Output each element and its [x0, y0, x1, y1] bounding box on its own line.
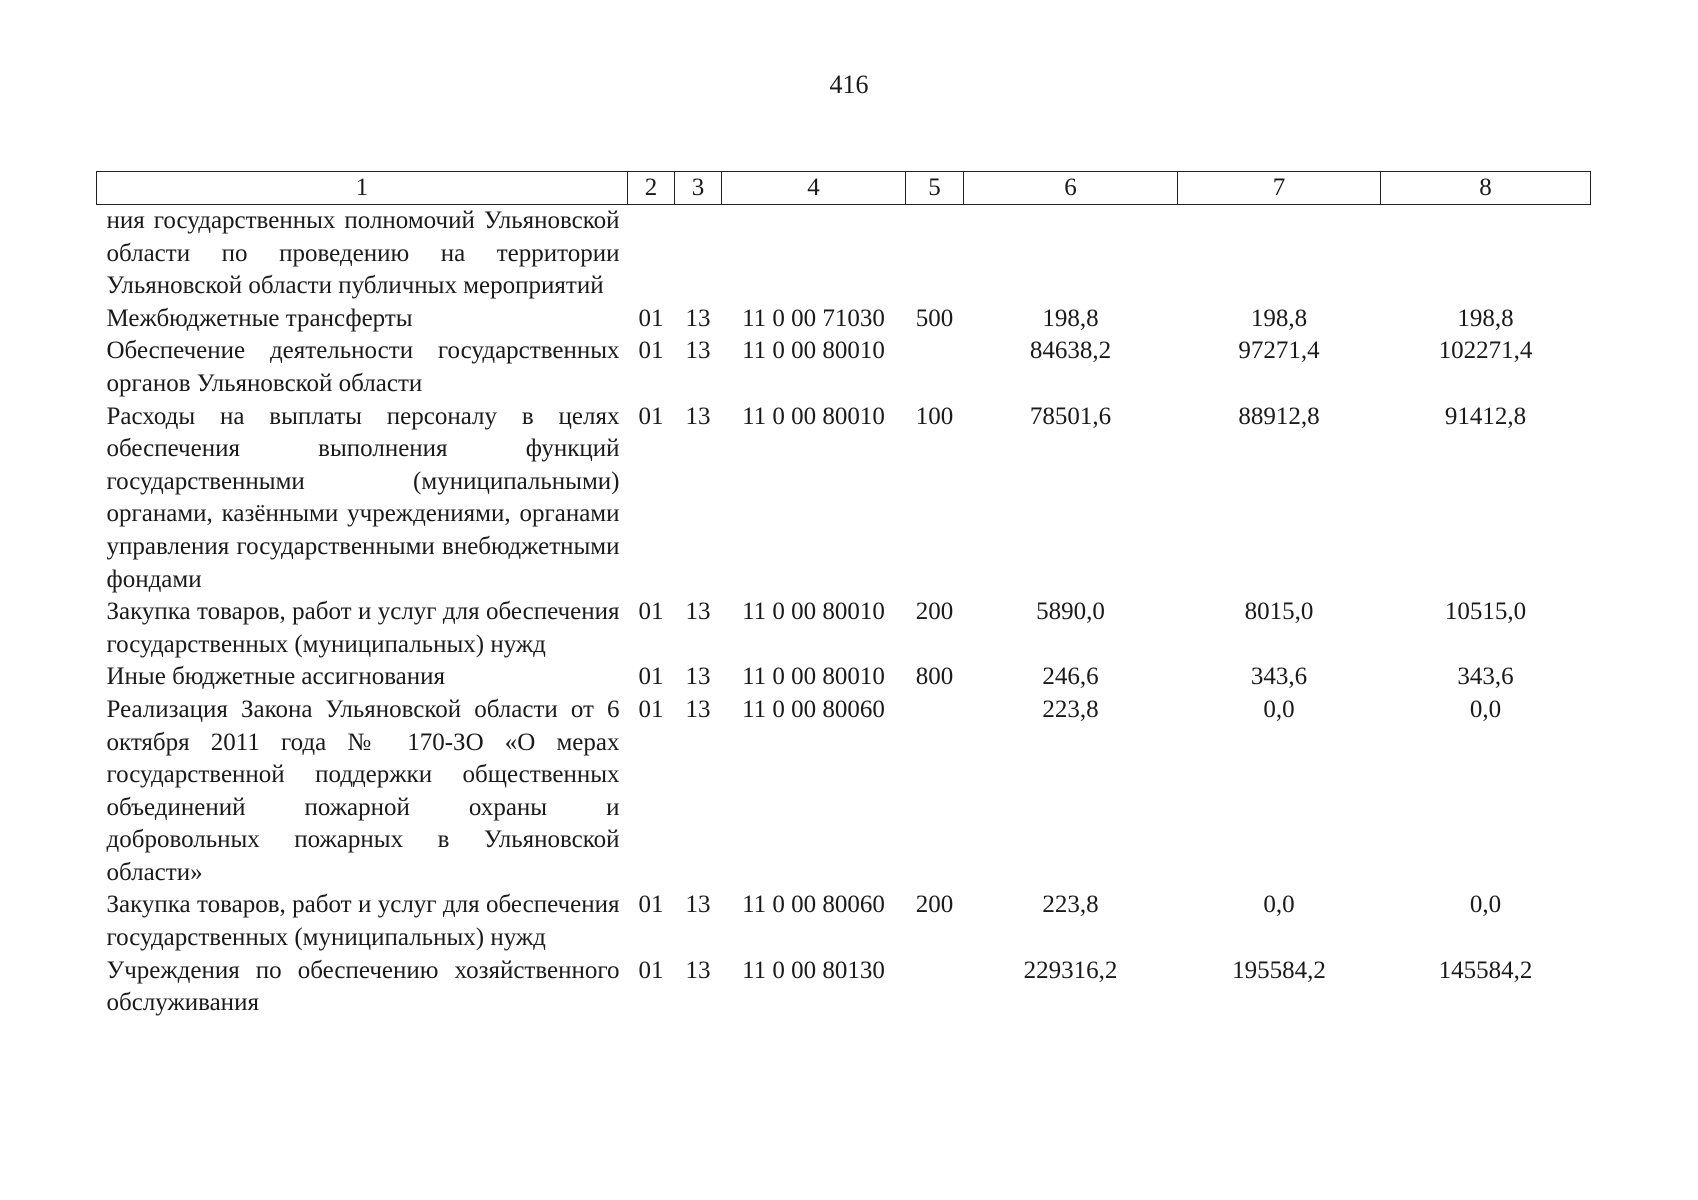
- row-amount-year3: 343,6: [1457, 663, 1514, 691]
- row-amount-year3: 91412,8: [1444, 402, 1527, 430]
- table-row: [97, 303, 1591, 336]
- row-name: Закупка товаров, работ и услуг для обеспечения государственных (муниципальных) нужд: [106, 891, 620, 952]
- header-col-5: 5: [906, 172, 964, 205]
- header-col-1: 1: [97, 172, 628, 205]
- row-target-code: 11 0 00 71030: [742, 304, 885, 332]
- row-amount-year2: 0,0: [1263, 891, 1295, 919]
- row-amount-year1: 198,8: [1042, 304, 1099, 332]
- row-section: [628, 205, 675, 303]
- row-subsection: 13: [685, 337, 711, 365]
- row-amount-year3: 102271,4: [1438, 337, 1533, 365]
- row-target-code: 11 0 00 80010: [742, 598, 885, 626]
- header-col-3: 3: [675, 172, 722, 205]
- row-expense-type: 100: [915, 402, 954, 430]
- row-amount-year1: 5890,0: [1036, 598, 1105, 626]
- row-target-code: 11 0 00 80010: [742, 663, 885, 691]
- header-row: [97, 172, 1591, 205]
- row-section: 01: [638, 304, 664, 332]
- header-col-8: 8: [1381, 172, 1591, 205]
- table-row: [97, 889, 1591, 954]
- table-row: [97, 205, 1591, 303]
- row-amount-year3: 10515,0: [1444, 598, 1527, 626]
- header-col-6: 6: [964, 172, 1178, 205]
- page-number: 416: [829, 70, 869, 99]
- row-section: 01: [638, 891, 664, 919]
- row-amount-year2: 0,0: [1263, 695, 1295, 723]
- row-name: Иные бюджетные ассигнования: [106, 663, 446, 691]
- row-expense-type: [906, 955, 964, 1020]
- row-expense-type: 200: [915, 598, 954, 626]
- row-amount-year1: 78501,6: [1029, 402, 1112, 430]
- row-subsection: 13: [685, 695, 711, 723]
- row-amount-year2: 8015,0: [1244, 598, 1314, 626]
- row-amount-year1: 223,8: [1042, 891, 1099, 919]
- row-name: Межбюджетные трансферты: [106, 304, 413, 332]
- row-section: 01: [638, 598, 664, 626]
- row-amount-year1: 246,6: [1042, 663, 1099, 691]
- row-amount-year1: 84638,2: [1029, 337, 1112, 365]
- row-expense-type: 800: [915, 663, 954, 691]
- row-expense-type: [906, 694, 964, 890]
- budget-table: [96, 171, 1591, 1020]
- row-name: Учреждения по обеспечению хозяйственного обслуживания: [106, 956, 620, 1017]
- row-section: 01: [638, 337, 664, 365]
- row-amount-year3: 198,8: [1457, 304, 1514, 332]
- row-amount-year2: 195584,2: [1232, 956, 1326, 984]
- row-subsection: 13: [685, 304, 711, 332]
- row-target-code: 11 0 00 80010: [742, 337, 885, 365]
- row-subsection: 13: [685, 663, 711, 691]
- row-expense-type: [906, 205, 964, 303]
- table-row: [97, 335, 1591, 400]
- row-name: Реализация Закона Ульяновской области от 6 октября 2011 года № 170-ЗО «О мерах государственной поддержки общественных объединений пожарной охраны и добровольных пожарных в Ульяновской области»: [106, 695, 620, 886]
- row-section: 01: [638, 402, 664, 430]
- row-subsection: 13: [685, 956, 711, 984]
- row-target-code: 11 0 00 80130: [742, 956, 885, 984]
- row-name: Обеспечение деятельности государственных органов Ульяновской области: [106, 337, 620, 397]
- table-header: [97, 172, 1591, 205]
- row-name: ния государственных полномочий Ульяновской области по проведению на территории Ульяновской области публичных мероприятий: [106, 207, 620, 300]
- row-target-code: 11 0 00 80060: [742, 891, 885, 919]
- header-col-4: 4: [722, 172, 906, 205]
- row-expense-type: 500: [915, 304, 954, 332]
- row-expense-type: [906, 335, 964, 400]
- row-amount-year2: 343,6: [1250, 663, 1308, 691]
- row-target-code: 11 0 00 80010: [742, 402, 885, 430]
- table-row: [97, 596, 1591, 661]
- row-expense-type: 200: [915, 891, 954, 919]
- row-name: Закупка товаров, работ и услуг для обеспечения государственных (муниципальных) нужд: [106, 598, 620, 658]
- header-col-2: 2: [628, 172, 675, 205]
- row-amount-year3: 0,0: [1469, 695, 1502, 723]
- row-target-code: 11 0 00 80060: [742, 695, 885, 723]
- row-amount-year3: 0,0: [1469, 891, 1502, 919]
- row-amount-year2: 97271,4: [1238, 337, 1320, 365]
- row-section: 01: [638, 956, 664, 984]
- row-name: Расходы на выплаты персоналу в целях обеспечения выполнения функций государственными (муниципальными) органами, казёнными учреждениями, органами управления государственными внебюджетными фондами: [106, 402, 620, 593]
- table-row: [97, 955, 1591, 1020]
- row-section: 01: [638, 695, 664, 723]
- budget-table-container: [96, 171, 1590, 1020]
- row-amount-year1: 229316,2: [1023, 956, 1118, 984]
- row-subsection: [675, 205, 722, 303]
- row-subsection: 13: [685, 891, 711, 919]
- header-col-7: 7: [1178, 172, 1381, 205]
- table-row: [97, 401, 1591, 597]
- row-subsection: 13: [685, 402, 711, 430]
- row-subsection: 13: [685, 598, 711, 626]
- row-amount-year2: 198,8: [1250, 304, 1308, 332]
- row-section: 01: [638, 663, 664, 691]
- table-row: [97, 661, 1591, 694]
- row-amount-year3: [1381, 205, 1591, 303]
- row-amount-year1: 223,8: [1042, 695, 1099, 723]
- row-amount-year2: 88912,8: [1238, 402, 1320, 430]
- row-amount-year1: [964, 205, 1178, 303]
- table-body: [97, 205, 1591, 1020]
- row-amount-year3: 145584,2: [1438, 956, 1533, 984]
- row-amount-year2: [1178, 205, 1381, 303]
- table-row: [97, 694, 1591, 890]
- row-target-code: [722, 205, 906, 303]
